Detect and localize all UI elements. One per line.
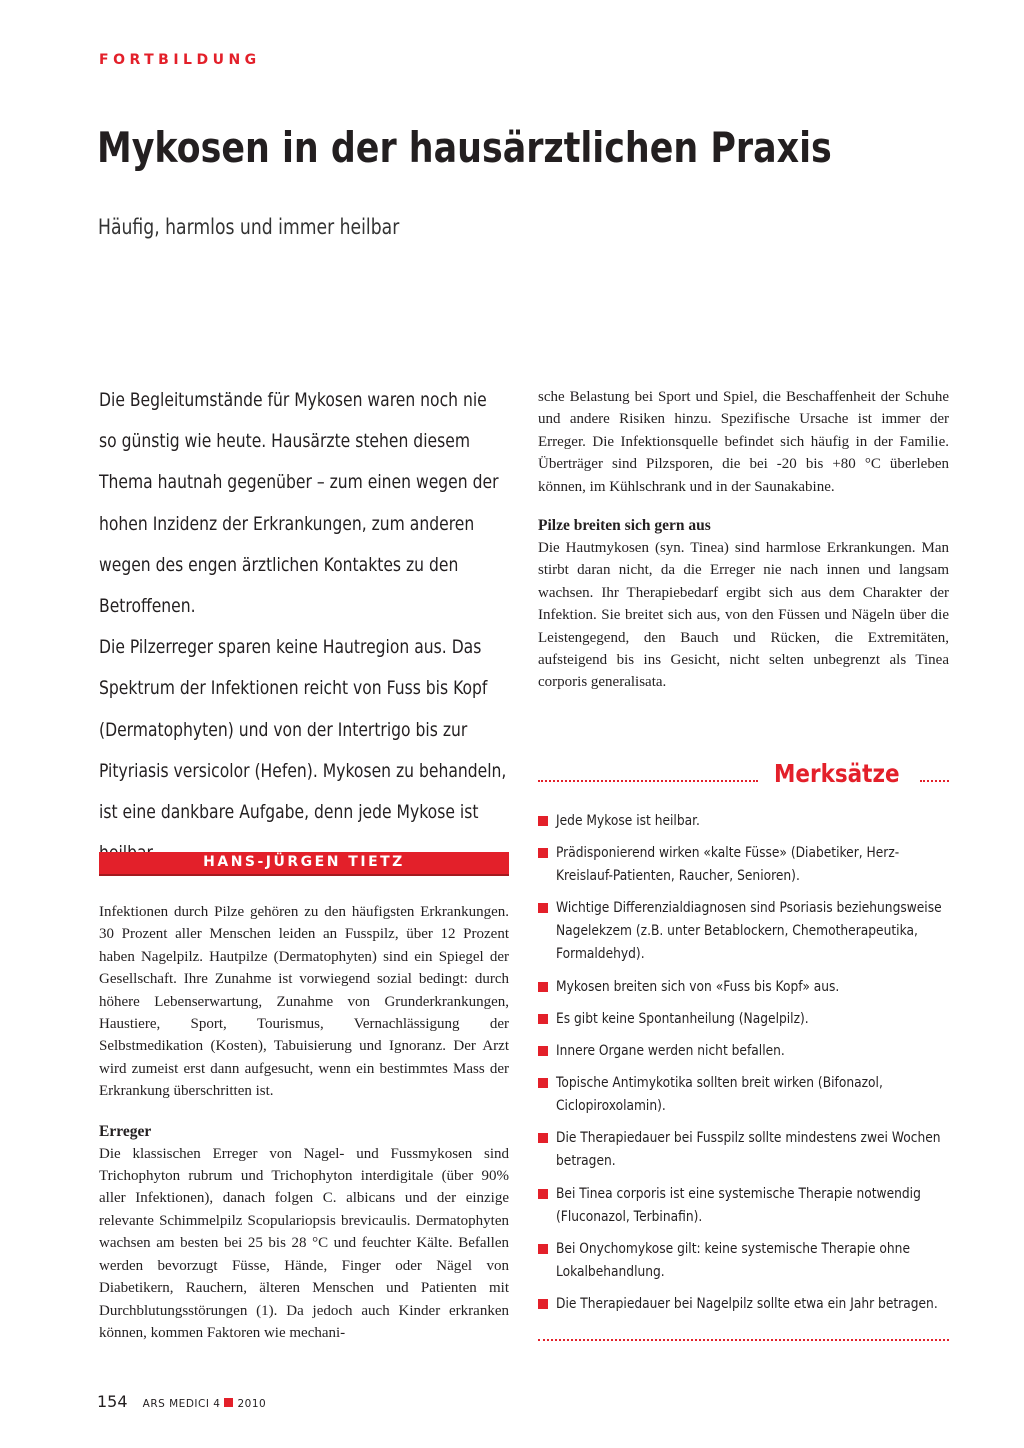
bullet-square-icon <box>538 1078 548 1088</box>
magazine-name: ARS MEDICI 4 <box>142 1398 221 1410</box>
section-heading: Erreger <box>99 1122 152 1140</box>
list-item: Bei Onychomykose gilt: keine systemische Therapie ohne Lokalbehandlung. <box>538 1237 949 1283</box>
body-paragraph: Die Hautmykosen (syn. Tinea) sind harmlose Erkrankungen. Man stirbt daran nicht, da die Erreger nie nach innen und langsam wachsen. Ihr Therapiebedarf ergibt sich aus dem Charakter der Infektion. Sie breitet sich aus, von den Füssen und Nägeln über die Leistengegend, den Bauch und Rücken, die Extremitäten, aufsteigend bis ins Gesicht, nicht selten unbegrenzt als Tinea corporis generalisata. <box>538 540 949 691</box>
body-paragraph: Infektionen durch Pilze gehören zu den häufigsten Erkrankungen. 30 Prozent aller Menschen leiden an Fusspilz, über 12 Prozent haben Nagelpilz. Hautpilze (Dermatophyten) sind ein Spiegel der Gesellschaft. Ihre Zunahme ist vorwiegend sozial bedingt: durch höhere Lebenserwartung, Zunahme von Grunderkrankungen, Haustiere, Sport, Tourismus, Vernachlässigung der Selbstmedikation (Kosten), Tabuisierung und Ignoranz. Der Arzt wird zumeist erst dann aufgesucht, wenn ein bestimmtes Mass der Erkrankung überschritten ist. <box>99 904 509 1100</box>
dotted-rule <box>538 1339 949 1341</box>
dotted-rule <box>920 780 949 782</box>
bullet-square-icon <box>538 816 548 826</box>
merksaetze-title: Merksätze <box>774 759 900 788</box>
section-label: FORTBILDUNG <box>99 52 261 68</box>
page-number: 154 <box>97 1392 128 1411</box>
section-heading: Pilze breiten sich gern aus <box>538 517 711 535</box>
author-bar <box>99 852 509 876</box>
lead-text <box>99 380 509 874</box>
list-item: Wichtige Differenzialdiagnosen sind Psoriasis beziehungsweise Nagelekzem (z.B. unter Betablockern, Chemotherapeutika, Formaldehyd). <box>538 896 949 965</box>
body-paragraph: Die klassischen Erreger von Nagel- und Fussmykosen sind Trichophyton rubrum und Trichophyton interdigitale (über 90% aller Infektionen), danach folgen C. albicans und der einzige relevante Schimmelpilz Scopulariopsis brevicaulis. Dermatophyten wachsen am besten bei 25 bis 28 °C und feuchter Kälte. Befallen werden bevorzugt Füsse, Hände, Finger oder Nägel von Diabetikern, Rauchern, älteren Menschen und Patienten mit Durchblutungsstörungen (1). Da jedoch auch Kinder erkranken können, kommen Faktoren wie mechani- <box>99 1145 509 1341</box>
issue-year: 2010 <box>237 1398 267 1410</box>
bullet-square-icon <box>538 1299 548 1309</box>
list-item: Topische Antimykotika sollten breit wirken (Bifonazol, Ciclopiroxolamin). <box>538 1071 949 1117</box>
lead-paragraph: Die Begleitumstände für Mykosen waren noch nie so günstig wie heute. Hausärzte stehen diesem Thema hautnah gegenüber – zum einen wegen der hohen Inzidenz der Erkrankungen, zum anderen wegen des engen ärztlichen Kontaktes zu den Betroffenen. <box>99 389 499 618</box>
bullet-square-icon <box>538 848 548 858</box>
list-item: Mykosen breiten sich von «Fuss bis Kopf» aus. <box>538 975 949 998</box>
merksaetze-box <box>538 759 949 1312</box>
body-column-right <box>538 386 949 694</box>
bullet-square-icon <box>538 1014 548 1024</box>
list-item: Die Therapiedauer bei Fusspilz sollte mindestens zwei Wochen betragen. <box>538 1126 949 1172</box>
merksaetze-list <box>538 809 949 1324</box>
body-column-left <box>99 901 509 1344</box>
author-name: HANS-JÜRGEN TIETZ <box>203 854 405 870</box>
article-title: Mykosen in der hausärztlichen Praxis <box>97 123 832 172</box>
dotted-rule <box>538 780 758 782</box>
bullet-square-icon <box>538 1046 548 1056</box>
list-item: Innere Organe werden nicht befallen. <box>538 1039 949 1062</box>
merksaetze-header <box>538 759 949 791</box>
square-separator-icon <box>224 1398 233 1407</box>
list-item: Prädisponierend wirken «kalte Füsse» (Diabetiker, Herz-Kreislauf-Patienten, Raucher, Senioren). <box>538 841 949 887</box>
bullet-square-icon <box>538 1244 548 1254</box>
list-item: Die Therapiedauer bei Nagelpilz sollte etwa ein Jahr betragen. <box>538 1292 949 1315</box>
list-item: Bei Tinea corporis ist eine systemische Therapie notwendig (Fluconazol, Terbinafin). <box>538 1182 949 1228</box>
article-subtitle: Häufig, harmlos und immer heilbar <box>98 215 400 239</box>
page-footer <box>97 1392 266 1411</box>
list-item: Jede Mykose ist heilbar. <box>538 809 949 832</box>
bullet-square-icon <box>538 982 548 992</box>
body-paragraph: sche Belastung bei Sport und Spiel, die Beschaffenheit der Schuhe und andere Risiken hinzu. Spezifische Ursache ist immer der Erreger. Die Infektionsquelle befindet sich häufig in der Familie. Überträger sind Pilzsporen, die bei -20 bis +80 °C überleben können, im Kühlschrank und in der Saunakabine. <box>538 389 949 495</box>
lead-paragraph: Die Pilzerreger sparen keine Hautregion aus. Das Spektrum der Infektionen reicht von Fuss bis Kopf (Dermatophyten) und von der Intertrigo bis zur Pityriasis versicolor (Hefen). Mykosen zu behandeln, ist eine dankbare Aufgabe, denn jede Mykose ist <box>99 636 507 824</box>
bullet-square-icon <box>538 903 548 913</box>
list-item: Es gibt keine Spontanheilung (Nagelpilz). <box>538 1007 949 1030</box>
bullet-square-icon <box>538 1133 548 1143</box>
bullet-square-icon <box>538 1189 548 1199</box>
